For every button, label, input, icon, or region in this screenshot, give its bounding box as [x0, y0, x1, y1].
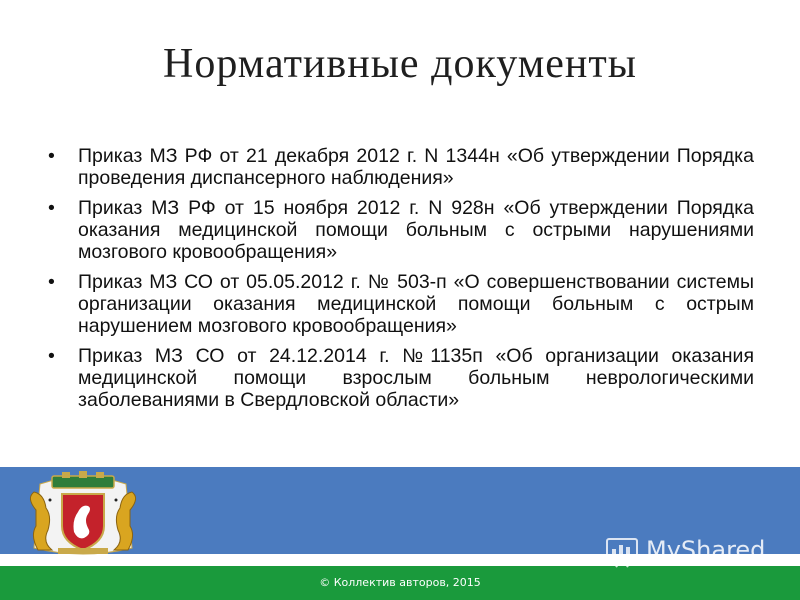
- coat-of-arms-icon: [22, 470, 144, 558]
- list-item-text: Приказ МЗ СО от 05.05.2012 г. № 503-п «О совершенствовании системы организации оказания медицинской помощи больным с острым нарушением мозгового кровообращения»: [78, 271, 754, 337]
- bullet-icon: •: [48, 197, 55, 219]
- bullet-icon: •: [48, 271, 55, 293]
- bullet-icon: •: [48, 345, 55, 367]
- list-item: [48, 197, 754, 263]
- list-item-text: Приказ МЗ СО от 24.12.2014 г. №1135п «Об организации оказания медицинской помощи взрослым больным неврологическими заболеваниями в Свердловской области»: [78, 345, 754, 411]
- document-list: [48, 145, 754, 419]
- slide-title: Нормативные документы: [163, 41, 637, 87]
- list-item: [48, 345, 754, 411]
- list-item-text: Приказ МЗ РФ от 15 ноября 2012 г. N 928н «Об утверждении Порядка оказания медицинской помощи больным с острыми нарушениями мозгового кровообращения»: [78, 197, 754, 263]
- watermark-text: MyShared: [646, 536, 766, 564]
- copyright-text: © Коллектив авторов, 2015: [319, 576, 481, 589]
- list-item: [48, 145, 754, 189]
- presentation-board-icon: [604, 536, 640, 568]
- list-item: [48, 271, 754, 337]
- list-item-text: Приказ МЗ РФ от 21 декабря 2012 г. N 1344н «Об утверждении Порядка проведения диспансерного наблюдения»: [78, 145, 754, 189]
- bullet-icon: •: [48, 145, 55, 167]
